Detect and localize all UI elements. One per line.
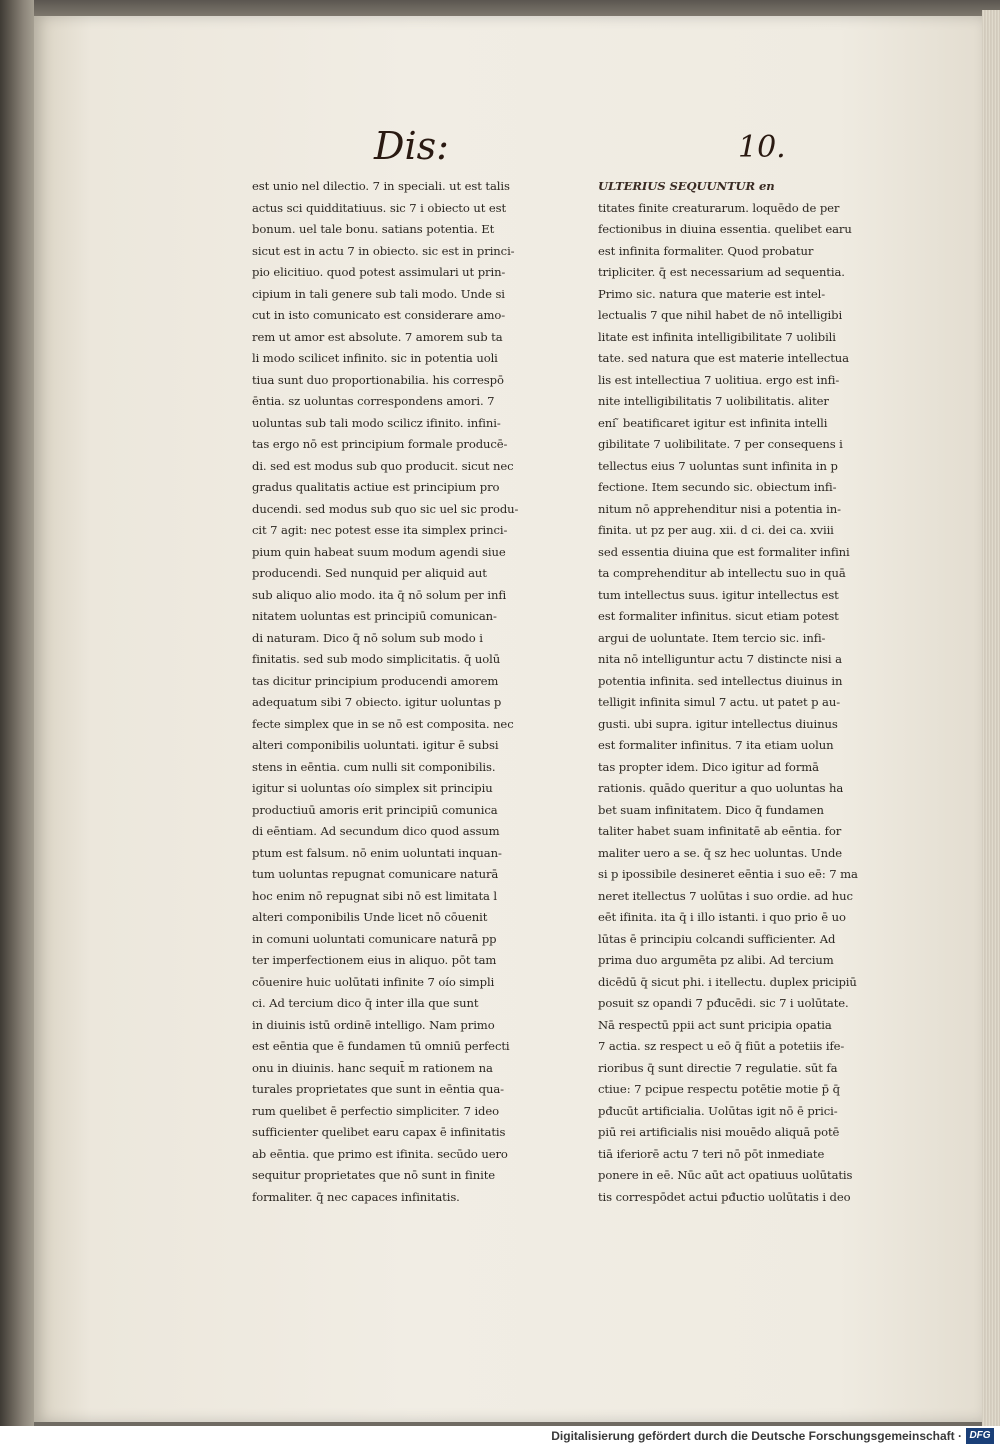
text-line: posuit sz opandi 7 pđucēdi. sic 7 i uolūtate.	[598, 996, 849, 1010]
text-line: rem ut amor est absolute. 7 amorem sub ta	[252, 329, 503, 344]
text-line: hoc enim nō repugnat sibi nō est limitata l	[252, 888, 498, 903]
text-line: tum uoluntas repugnat comunicare naturā	[252, 867, 499, 881]
text-line: tiua sunt duo proportionabilia. his correspō	[252, 372, 504, 387]
text-line: cit 7 agit: nec potest esse ita simplex princi-	[252, 523, 508, 537]
text-line: nita nō intelliguntur actu 7 distincte nisi a	[598, 652, 842, 666]
text-line: ULTERIUS SEQUUNTUR en	[598, 179, 775, 193]
text-line: sed essentia diuina que est formaliter infini	[598, 544, 850, 559]
right-text-column	[598, 176, 898, 1208]
text-line: bonum. uel tale bonu. satians potentia. Et	[252, 222, 495, 236]
text-line: pđucūt artificialia. Uolūtas igit nō ē prici-	[598, 1103, 838, 1118]
text-line: litate est infinita intelligibilitate 7 uolibili	[598, 329, 836, 344]
text-line: eni ̃ beatificaret igitur est infinita intelli	[598, 415, 828, 430]
text-line: nite intelligibilitatis 7 uolibilitatis. aliter	[598, 394, 829, 408]
text-line: est formaliter infinitus. sicut etiam potest	[598, 609, 839, 623]
text-line: taliter habet suam infinitatē ab eēntia. for	[598, 824, 842, 838]
text-line: stens in eēntia. cum nulli sit componibilis.	[252, 759, 496, 774]
text-line: ter imperfectionem eius in aliquo. pōt tam	[252, 953, 497, 967]
text-line: est unio nel dilectio. 7 in speciali. ut est talis	[252, 179, 510, 193]
text-line: fectione. Item secundo sic. obiectum infi-	[598, 480, 837, 494]
text-line: neret itellectus 7 uolūtas i suo ordie. ad huc	[598, 888, 853, 903]
text-line: fecte simplex que in se nō est composita. nec	[252, 716, 514, 731]
text-line: rum quelibet ē perfectio simpliciter. 7 ideo	[252, 1103, 500, 1118]
text-line: gusti. ubi supra. igitur intellectus diuinus	[598, 716, 838, 731]
text-line: di naturam. Dico q̄ nō solum sub modo i	[252, 630, 483, 645]
text-line: uoluntas sub tali modo scilicz ifinito. infini-	[252, 415, 501, 430]
text-line: titates finite creaturarum. loquēdo de per	[598, 200, 840, 215]
text-line: tis correspōdet actui pđuctio uolūtatis i deo	[598, 1189, 851, 1204]
text-line: tate. sed natura que est materie intellectua	[598, 351, 849, 365]
text-line: nitum nō apprehenditur nisi a potentia in-	[598, 501, 841, 516]
text-line: est infinita formaliter. Quod probatur	[598, 243, 814, 258]
text-line: ab eēntia. que primo est ifinita. secūdo uero	[252, 1146, 508, 1161]
text-line: piū rei artificialis nisi mouēdo aliquā potē	[598, 1125, 840, 1139]
text-line: maliter uero a se. q̄ sz hec uoluntas. Unde	[598, 845, 843, 860]
text-line: lūtas ē principiu colcandi sufficienter. Ad	[598, 931, 836, 946]
text-line: potentia infinita. sed intellectus diuinus in	[598, 673, 843, 688]
text-line: argui de uoluntate. Item tercio sic. infi-	[598, 630, 826, 645]
text-line: telligit infinita simul 7 actu. ut patet p au-	[598, 695, 841, 709]
text-line: Primo sic. natura que materie est intel-	[598, 286, 826, 301]
text-line: rioribus q̄ sunt directie 7 regulatie. sūt fa	[598, 1060, 838, 1075]
text-line: ponere in eē. Nūc aūt act opatiuus uolūtatis	[598, 1168, 853, 1182]
text-line: tripliciter. q̄ est necessarium ad sequentia.	[598, 265, 845, 279]
text-line: actus sci quidditatiuus. sic 7 i obiecto ut est	[252, 200, 507, 215]
text-line: gradus qualitatis actiue est principium pro	[252, 480, 500, 494]
text-line: tellectus eius 7 uoluntas sunt infinita in p	[598, 458, 838, 473]
text-line: rationis. quādo queritur a quo uoluntas ha	[598, 781, 844, 795]
text-line: est eēntia que ē fundamen tū omniū perfecti	[252, 1039, 510, 1053]
text-line: li modo scilicet infinito. sic in potentia uoli	[252, 351, 498, 365]
text-line: ctiue: 7 pcipue respectu potētie motie p̄ q̄	[598, 1082, 840, 1096]
text-line: nitatem uoluntas est principiū comunican-	[252, 609, 497, 623]
book-binding	[0, 0, 34, 1448]
text-line: sub aliquo alio modo. ita q̄ nō solum per infi	[252, 587, 507, 602]
text-line: fectionibus in diuina essentia. quelibet earu	[598, 222, 852, 236]
running-head-left: Dis:	[374, 124, 449, 168]
text-line: adequatum sibi 7 obiecto. igitur uoluntas p	[252, 695, 502, 709]
text-line: formaliter. q̄ nec capaces infinitatis.	[252, 1189, 460, 1204]
text-line: turales proprietates que sunt in eēntia qua-	[252, 1082, 504, 1096]
text-line: est formaliter infinitus. 7 ita etiam uolun	[598, 738, 834, 752]
text-line: eēt ifinita. ita q̄ i illo istanti. i quo prio ē uo	[598, 910, 846, 924]
text-line: finitatis. sed sub modo simplicitatis. q̄ uolū	[252, 652, 501, 666]
text-line: tas dicitur principium producendi amorem	[252, 673, 499, 688]
text-line: gibilitate 7 uolibilitate. 7 per consequens i	[598, 437, 843, 451]
text-line: cōuenire huic uolūtati infinite 7 oío simpli	[252, 974, 495, 989]
text-line: lectualis 7 que nihil habet de nō intelligibi	[598, 308, 843, 322]
text-line: tum intellectus suus. igitur intellectus est	[598, 587, 839, 602]
text-line: dicēdū q̄ sicut phi. i itellectu. duplex pricipiū	[598, 974, 857, 989]
footer-credit: Digitalisierung gefördert durch die Deutsche Forschungsgemeinschaft ·	[551, 1429, 962, 1443]
text-line: bet suam infinitatem. Dico q̄ fundamen	[598, 802, 824, 817]
running-head-right: 10.	[738, 130, 786, 165]
text-line: pio elicitiuo. quod potest assimulari ut prin-	[252, 265, 506, 279]
text-line: productiuū amoris erit principiū comunica	[252, 802, 498, 817]
text-line: producendi. Sed nunquid per aliquid aut	[252, 566, 487, 580]
text-line: in comuni uoluntati comunicare naturā pp	[252, 931, 497, 946]
text-line: sicut est in actu 7 in obiecto. sic est in princi-	[252, 243, 515, 258]
text-line: ci. Ad tercium dico q̄ inter illa que sunt	[252, 996, 479, 1010]
text-line: Nā respectū ppii act sunt pricipia opatia	[598, 1017, 832, 1032]
text-line: alteri componibilis uoluntati. igitur ē subsi	[252, 738, 499, 752]
text-line: lis est intellectiua 7 uolitiua. ergo est infi-	[598, 372, 840, 387]
text-line: si p ipossibile desineret eēntia i suo eē: 7 ma	[598, 867, 858, 881]
text-line: cut in isto comunicato est considerare amo-	[252, 308, 506, 322]
text-line: onu in diuinis. hanc sequit̄ m rationem na	[252, 1060, 493, 1075]
page-edges	[982, 10, 1000, 1428]
text-line: tas ergo nō est principium formale producē-	[252, 437, 508, 451]
left-text-column	[252, 176, 552, 1208]
text-line: di eēntiam. Ad secundum dico quod assum	[252, 824, 500, 838]
text-line: 7 actia. sz respect u eō q̄ fiūt a potetiis ife-	[598, 1039, 845, 1053]
text-line: ēntia. sz uoluntas correspondens amori. 7	[252, 394, 495, 408]
text-line: finita. ut pz per aug. xii. d ci. dei ca. xviii	[598, 523, 834, 537]
text-line: igitur si uoluntas oío simplex sit principiu	[252, 781, 493, 795]
text-line: di. sed est modus sub quo producit. sicut nec	[252, 458, 514, 473]
text-line: sufficienter quelibet earu capax ē infinitatis	[252, 1125, 506, 1139]
text-line: cipium in tali genere sub tali modo. Unde si	[252, 286, 505, 301]
text-line: tas propter idem. Dico igitur ad formā	[598, 759, 819, 774]
text-line: sequitur proprietates que nō sunt in finite	[252, 1168, 496, 1182]
dfg-logo: DFG	[966, 1428, 994, 1444]
text-line: ptum est falsum. nō enim uoluntati inquan-	[252, 845, 502, 860]
text-line: prima duo argumēta pz alibi. Ad tercium	[598, 953, 834, 967]
text-line: ta comprehenditur ab intellectu suo in quā	[598, 566, 846, 580]
text-line: ducendi. sed modus sub quo sic uel sic produ-	[252, 501, 519, 516]
text-line: alteri componibilis Unde licet nō cōuenit	[252, 910, 488, 924]
text-line: pium quin habeat suum modum agendi siue	[252, 544, 506, 559]
text-line: tiā iferiorē actu 7 teri nō pōt inmediate	[598, 1146, 825, 1161]
text-line: in diuinis istū ordinē intelligo. Nam primo	[252, 1017, 495, 1032]
